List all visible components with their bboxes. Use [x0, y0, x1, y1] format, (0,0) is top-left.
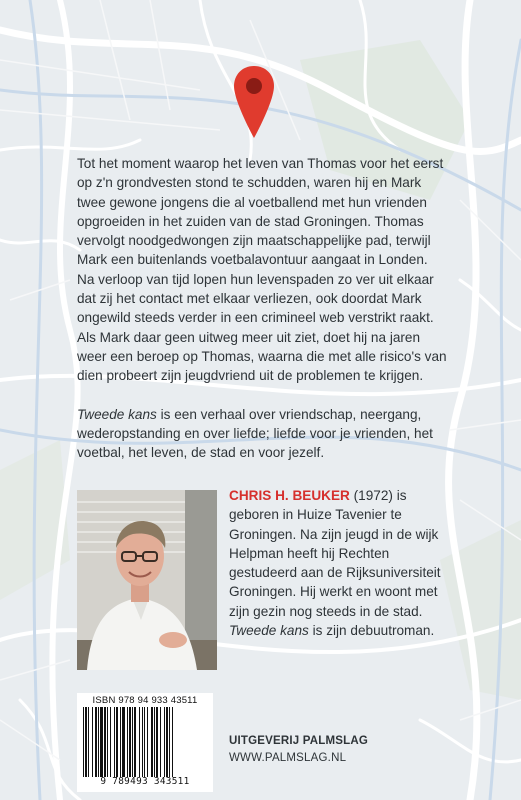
bio-book-title: Tweede kans: [229, 623, 309, 639]
author-photo: [77, 490, 217, 670]
author-name: CHRIS H. BEUKER: [229, 488, 350, 503]
map-pin-icon: [232, 64, 276, 140]
publisher-url: WWW.PALMSLAG.NL: [229, 752, 347, 764]
book-blurb: [77, 154, 447, 462]
book-title: Tweede kans: [77, 406, 157, 422]
blurb-paragraph-tagline: [77, 405, 447, 463]
isbn-label: ISBN 978 94 933 43511: [92, 695, 198, 706]
blurb-paragraph: Tot het moment waarop het leven van Thomas voor het eerst op z'n grondvesten stond te schudden, waren hij en Mark twee gewone jongens die al voetballend met hun vrienden opgroeiden in het zuiden van de stad Groningen. Thomas vervolgt noodgedwongen zijn maatschappelijke pad, terwijl Mark een buitenlands voetbalavontuur aangaat in Londen. Na verloop van tijd lopen hun levenspaden zo ver uit elkaar dat zij het contact met elkaar verliezen, ook doordat Mark ongewild steeds verder in een crimineel web verstrikt raakt. Als Mark daar geen uitweg meer uit ziet, doet hij na jaren weer een beroep op Thomas, waarna die met alle risico's van dien probeert zijn jeugdvriend uit de problemen te krijgen.: [77, 156, 447, 384]
bio-text: (1972) is geboren in Huize Tavenier te Groningen. Na zijn jeugd in de wijk Helpman heeft hij Rechten gestudeerd aan de Rijksuniversiteit Groningen. Hij werkt en woont met zijn gezin nog steeds in de stad.: [229, 488, 441, 619]
publisher-name: UITGEVERIJ PALMSLAG: [229, 735, 369, 747]
barcode-bars: [83, 707, 207, 777]
bio-text-end: is zijn debuutroman.: [308, 623, 435, 639]
isbn-barcode: [77, 693, 213, 792]
author-bio: [229, 486, 454, 640]
tagline-text: is een verhaal over vriendschap, neergang, wederopstanding en over liefde; liefde voor je vrienden, het voetbal, het leven, de stad en voor jezelf.: [77, 406, 433, 461]
publisher-info: [229, 733, 368, 767]
barcode-digits: 9 789493 343511: [100, 776, 190, 787]
